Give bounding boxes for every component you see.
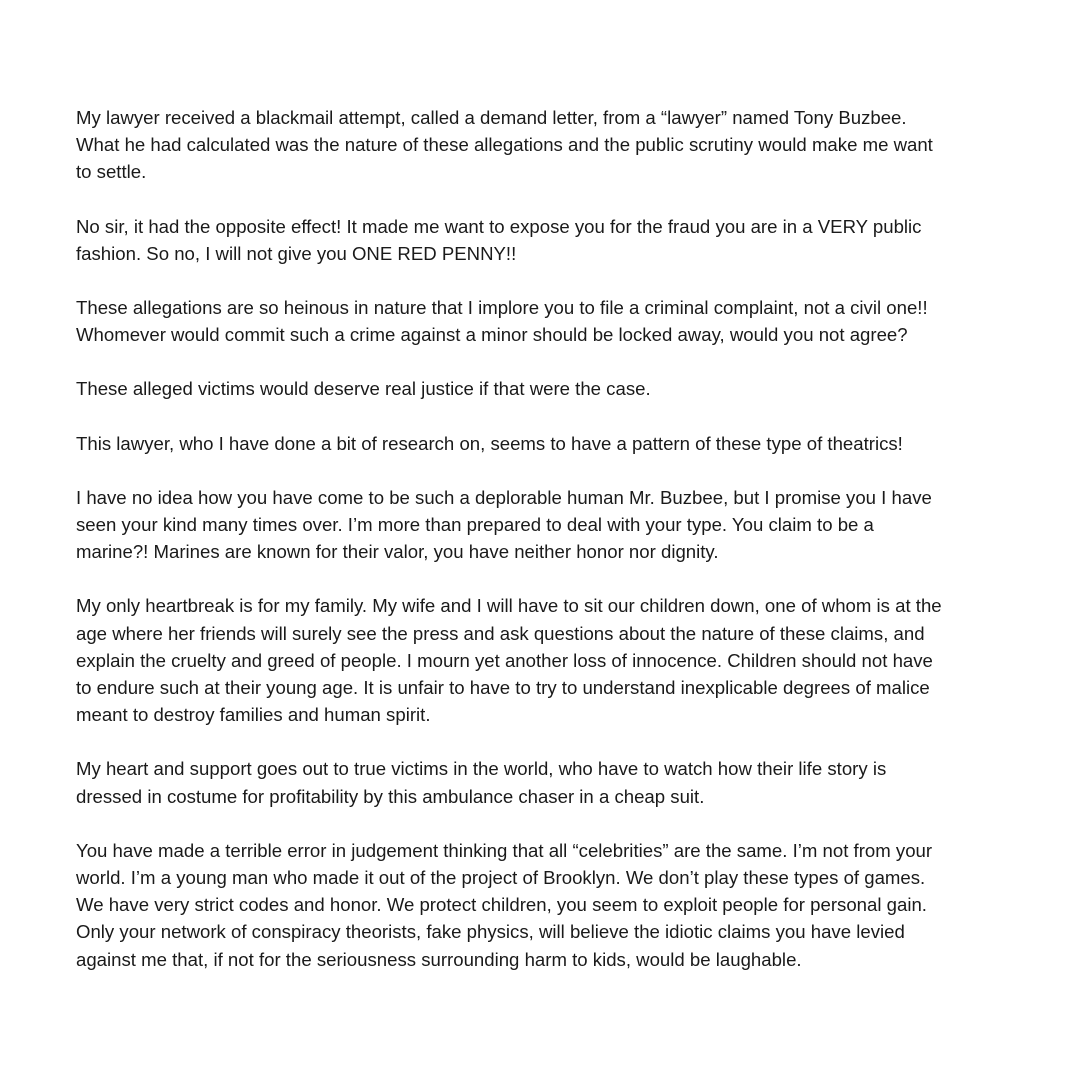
paragraph-true-victims: [76, 755, 1016, 809]
text-line: explain the cruelty and greed of people. I mourn yet another loss of innocence. Children should not have: [76, 649, 933, 671]
text-line: to settle.: [76, 161, 147, 183]
paragraph-family: [76, 592, 1016, 728]
text-line: dressed in costume for profitability by this ambulance chaser in a cheap suit.: [76, 785, 705, 807]
text-line: You have made a terrible error in judgement thinking that all “celebrities” are the same. I’m not from your: [76, 839, 933, 861]
text-line: My heart and support goes out to true victims in the world, who have to watch how their life story is: [76, 758, 887, 780]
text-line: meant to destroy families and human spirit.: [76, 704, 431, 726]
text-line: No sir, it had the opposite effect! It made me want to expose you for the fraud you are in a VERY public: [76, 215, 922, 237]
paragraph-demand-letter: [76, 104, 1016, 186]
text-line: I have no idea how you have come to be such a deplorable human Mr. Buzbee, but I promise you I have: [76, 486, 932, 508]
paragraph-terrible-error: [76, 837, 1016, 973]
text-line: We have very strict codes and honor. We protect children, you seem to exploit people for personal gain.: [76, 894, 927, 916]
paragraph-pattern: [76, 430, 1016, 457]
text-line: seen your kind many times over. I’m more than prepared to deal with your type. You claim to be a: [76, 514, 874, 536]
paragraph-real-justice: [76, 375, 1016, 402]
text-line: against me that, if not for the seriousness surrounding harm to kids, would be laughable.: [76, 948, 802, 970]
text-line: What he had calculated was the nature of these allegations and the public scrutiny would make me want: [76, 134, 933, 156]
paragraph-opposite-effect: [76, 213, 1016, 267]
paragraph-deplorable: [76, 484, 1016, 566]
text-line: to endure such at their young age. It is unfair to have to try to understand inexplicable degrees of malice: [76, 677, 930, 699]
text-line: These allegations are so heinous in nature that I implore you to file a criminal complaint, not a civil one!!: [76, 297, 928, 319]
text-line: My only heartbreak is for my family. My wife and I will have to sit our children down, one of whom is at the: [76, 595, 942, 617]
text-line: world. I’m a young man who made it out of the project of Brooklyn. We don’t play these types of games.: [76, 867, 926, 889]
paragraph-allegations: [76, 294, 1016, 348]
text-line: marine?! Marines are known for their valor, you have neither honor nor dignity.: [76, 541, 719, 563]
text-line: Only your network of conspiracy theorists, fake physics, will believe the idiotic claims you have levied: [76, 921, 905, 943]
text-line: Whomever would commit such a crime against a minor should be locked away, would you not agree?: [76, 324, 908, 346]
text-line: age where her friends will surely see the press and ask questions about the nature of these claims, and: [76, 622, 925, 644]
text-line: My lawyer received a blackmail attempt, called a demand letter, from a “lawyer” named Tony Buzbee.: [76, 107, 907, 128]
text-line: This lawyer, who I have done a bit of research on, seems to have a pattern of these type of theatrics!: [76, 432, 903, 454]
text-line: fashion. So no, I will not give you ONE RED PENNY!!: [76, 242, 517, 264]
text-line: These alleged victims would deserve real justice if that were the case.: [76, 378, 651, 400]
statement-body: [76, 104, 1016, 973]
